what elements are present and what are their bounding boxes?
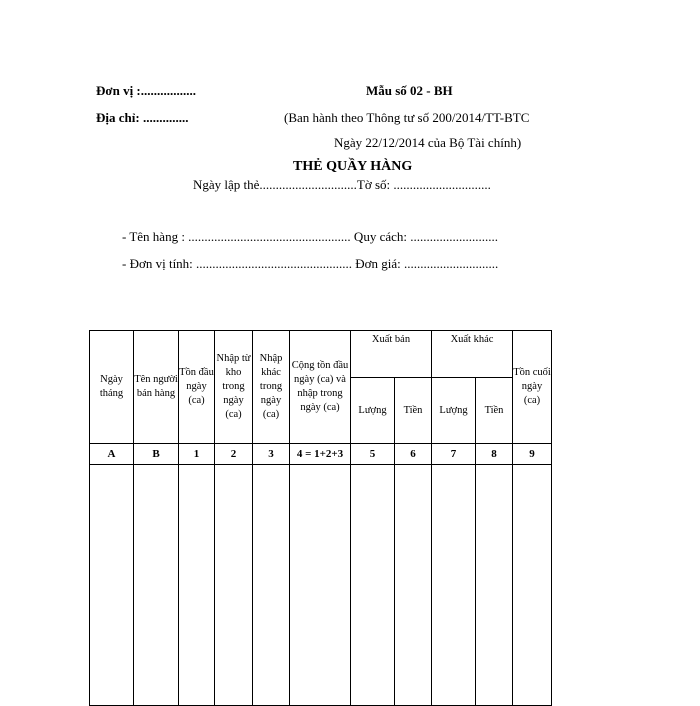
form-number: Mẫu số 02 - BH <box>366 83 453 98</box>
body-cell[interactable] <box>179 465 215 706</box>
body-cell[interactable] <box>253 465 290 706</box>
header-xuat-ban-luong: Lượng <box>351 378 395 444</box>
ten-hang-line: - Tên hàng : .................................................. Quy cách: ........................... <box>122 229 498 244</box>
code-cell: 2 <box>215 444 253 465</box>
body-cell[interactable] <box>215 465 253 706</box>
header-ngay-thang: Ngày tháng <box>90 331 134 444</box>
code-cell: 3 <box>253 444 290 465</box>
code-cell: 4 = 1+2+3 <box>290 444 351 465</box>
body-cell[interactable] <box>290 465 351 706</box>
code-cell: 5 <box>351 444 395 465</box>
header-ten-nguoi-ban: Tên người bán hàng <box>134 331 179 444</box>
header-ton-dau: Tồn đầu ngày (ca) <box>179 331 215 444</box>
body-cell[interactable] <box>134 465 179 706</box>
code-cell: 6 <box>395 444 432 465</box>
body-cell[interactable] <box>432 465 476 706</box>
body-cell[interactable] <box>513 465 552 706</box>
code-cell: A <box>90 444 134 465</box>
header-nhap-tu-kho: Nhập từ kho trong ngày (ca) <box>215 331 253 444</box>
header-ton-cuoi: Tồn cuối ngày (ca) <box>513 331 552 444</box>
don-vi-tinh-line: - Đơn vị tính: ................................................ Đơn giá: ............................. <box>122 256 499 271</box>
issued-by-line: (Ban hành theo Thông tư số 200/2014/TT-BTC <box>284 110 530 125</box>
code-cell: 7 <box>432 444 476 465</box>
code-cell: 8 <box>476 444 513 465</box>
issued-date-line: Ngày 22/12/2014 của Bộ Tài chính) <box>334 135 522 150</box>
header-xuat-khac: Xuất khác <box>432 331 513 378</box>
body-cell[interactable] <box>351 465 395 706</box>
header-xuat-khac-luong: Lượng <box>432 378 476 444</box>
header-cong: Cộng tồn đầu ngày (ca) và nhập trong ngày (ca) <box>290 331 351 444</box>
card-date-line: Ngày lập thẻ..............................Tờ số: .............................. <box>193 177 491 192</box>
code-cell: 1 <box>179 444 215 465</box>
page-title: THẺ QUẦY HÀNG <box>293 159 413 174</box>
code-cell: 9 <box>513 444 552 465</box>
don-vi-label: Đơn vị :................. <box>96 83 197 98</box>
dia-chi-label: Địa chỉ: .............. <box>96 110 189 125</box>
header-xuat-ban: Xuất bán <box>351 331 432 378</box>
body-cell[interactable] <box>395 465 432 706</box>
header-xuat-ban-tien: Tiền <box>395 378 432 444</box>
header-xuat-khac-tien: Tiền <box>476 378 513 444</box>
body-cell[interactable] <box>476 465 513 706</box>
code-cell: B <box>134 444 179 465</box>
body-cell[interactable] <box>90 465 134 706</box>
header-nhap-khac: Nhập khác trong ngày (ca) <box>253 331 290 444</box>
stock-card-table <box>89 330 552 706</box>
